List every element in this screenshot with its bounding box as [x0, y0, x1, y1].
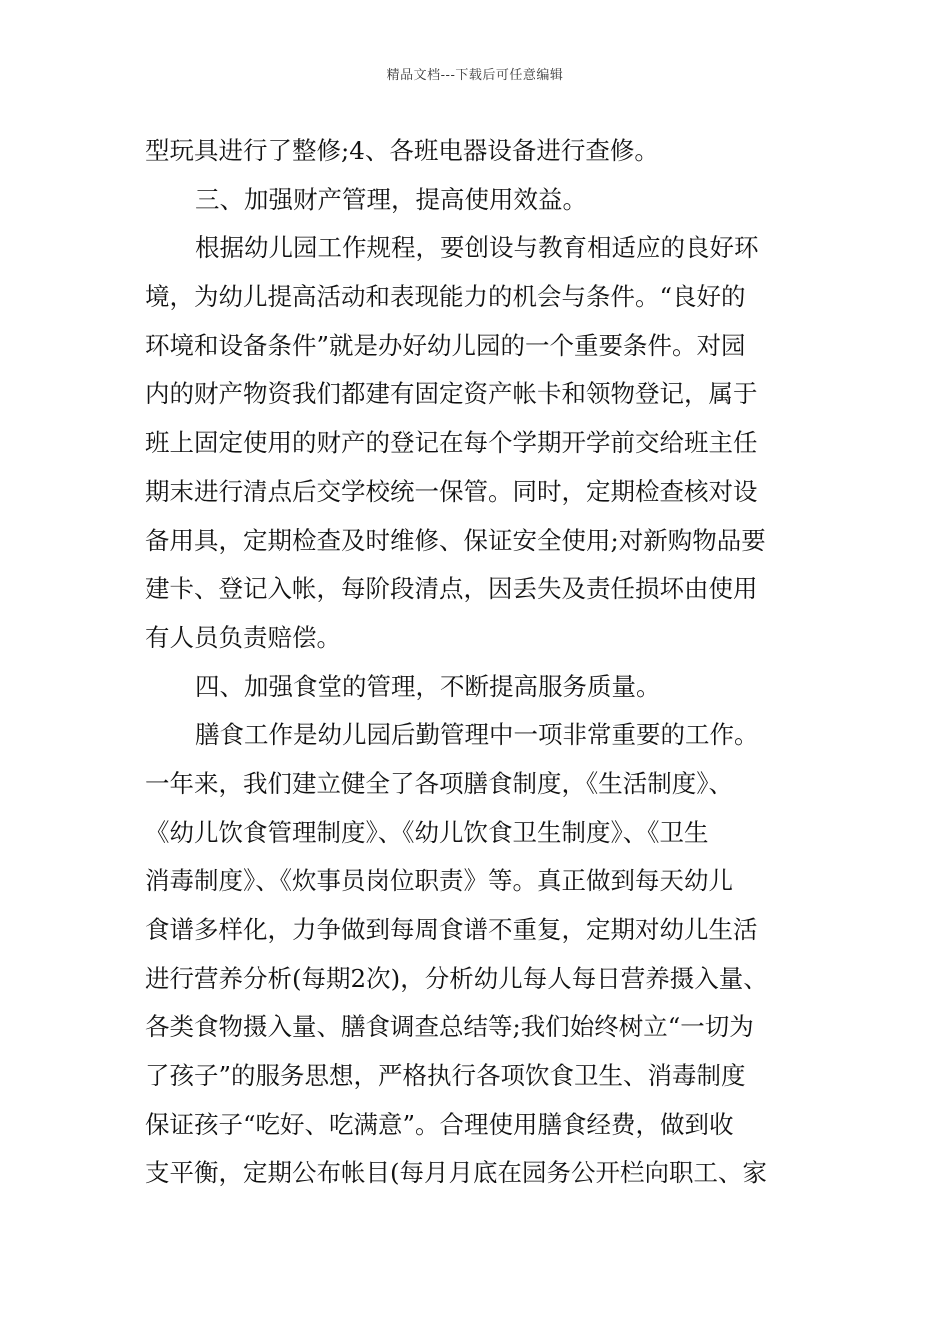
text-line: 型玩具进行了整修;4、各班电器设备进行查修。	[145, 136, 659, 165]
text-line: 支平衡，定期公布帐目(每月月底在园务公开栏向职工、家	[145, 1158, 768, 1188]
section-heading: 三、加强财产管理，提高使用效益。	[195, 184, 587, 214]
paragraph-first-line: 膳食工作是幼儿园后勤管理中一项非常重要的工作。	[195, 720, 759, 750]
text-line: 期末进行清点后交学校统一保管。同时，定期检查核对设	[145, 476, 758, 506]
text-line: 《幼儿饮食管理制度》、《幼儿饮食卫生制度》、《卫生	[145, 817, 709, 847]
text-line: 班上固定使用的财产的登记在每个学期开学前交给班主任	[145, 428, 758, 458]
text-line: 食谱多样化，力争做到每周食谱不重复，定期对幼儿生活	[145, 915, 758, 944]
page-header: 精品文档---下载后可任意编辑	[386, 68, 564, 83]
section-heading: 四、加强食堂的管理，不断提高服务质量。	[195, 671, 661, 701]
text-line: 内的财产物资我们都建有固定资产帐卡和领物登记，属于	[145, 379, 758, 409]
document-body	[145, 127, 809, 1198]
text-line: 环境和设备条件”就是办好幼儿园的一个重要条件。对园	[145, 330, 746, 360]
text-line: 境，为幼儿提高活动和表现能力的机会与条件。“良好的	[145, 282, 746, 312]
text-line: 进行营养分析(每期2次)，分析幼儿每人每日营养摄入量、	[145, 963, 768, 993]
text-line: 备用具，定期检查及时维修、保证安全使用;对新购物品要	[145, 525, 766, 555]
text-line: 了孩子”的服务思想，严格执行各项饮食卫生、消毒制度	[145, 1061, 746, 1091]
text-line: 建卡、登记入帐，每阶段清点，因丢失及责任损坏由使用	[145, 574, 758, 604]
text-line: 保证孩子“吃好、吃满意”。合理使用膳食经费，做到收	[145, 1109, 734, 1139]
text-line: 一年来，我们建立健全了各项膳食制度，《生活制度》、	[145, 768, 733, 798]
text-line: 有人员负责赔偿。	[145, 622, 341, 652]
paragraph-first-line: 根据幼儿园工作规程，要创设与教育相适应的良好环	[195, 233, 759, 263]
text-line: 各类食物摄入量、膳食调查总结等;我们始终树立“一切为	[145, 1012, 754, 1042]
text-line: 消毒制度》、《炊事员岗位职责》等。真正做到每天幼儿	[145, 866, 733, 896]
